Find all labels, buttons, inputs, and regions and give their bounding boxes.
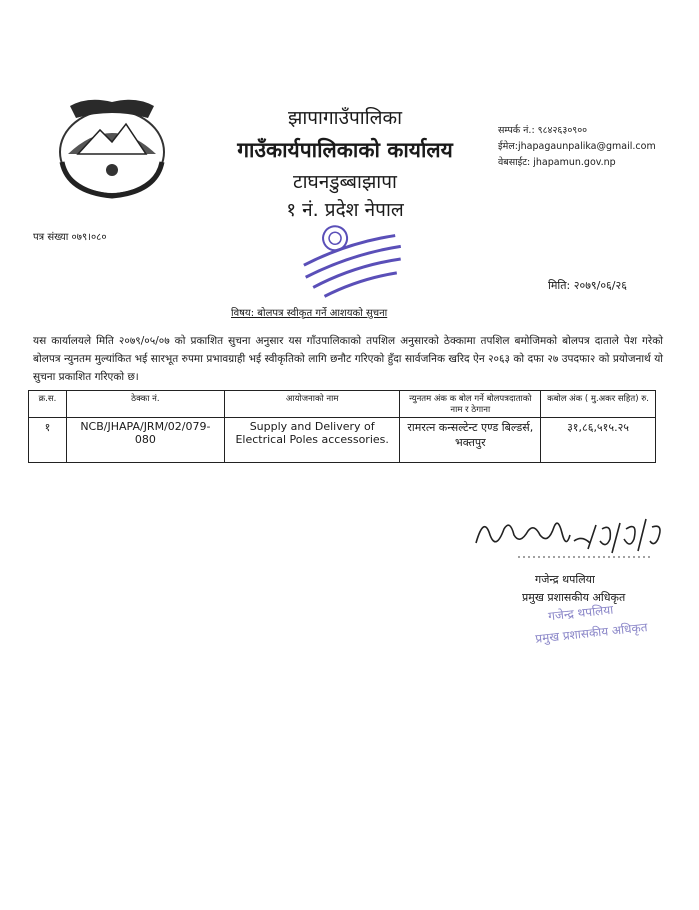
header-sn: क्र.स. [29, 391, 67, 418]
table-header-row [29, 391, 656, 418]
signatory-name: गजेन्द्र थपलिया [535, 573, 595, 586]
header-contract-no: ठेक्का नं. [66, 391, 224, 418]
header-project-name: आयोजनाको नाम [224, 391, 400, 418]
office-name: झापागाउँपालिका [287, 107, 403, 129]
signatory-title: प्रमुख प्रशासकीय अधिकृत [522, 591, 626, 604]
cell-project-name: Supply and Delivery of Electrical Poles accessories. [224, 418, 400, 463]
cell-bidder: रामरत्न कन्सल्टेन्ट एण्ड बिल्डर्स, भक्तपुर [400, 418, 541, 463]
office-location: टाघनडुब्बाझापा [293, 171, 397, 193]
table-row [29, 418, 656, 463]
cell-sn: १ [29, 418, 67, 463]
header-amount: कबोल अंक ( मु.अकर सहित) रु. [541, 391, 656, 418]
header-bidder: न्युनतम अंक क बोल गर्ने बोलपत्रदाताको नाम र ठेगाना [400, 391, 541, 418]
title-stamp: प्रमुख प्रशासकीय अधिकृत [534, 620, 649, 646]
cell-contract-no: NCB/JHAPA/JRM/02/079-080 [66, 418, 224, 463]
cell-amount: ३१,८६,५१५.२५ [541, 418, 656, 463]
contact-website: वेबसाईट: jhapamun.gov.np [498, 157, 616, 168]
office-heading: गाउँकार्यपालिकाको कार्यालय [237, 138, 453, 162]
reference-number: पत्र संख्या ०७९।०८० [33, 232, 107, 243]
signature-icon [470, 505, 670, 565]
bid-table [28, 390, 656, 463]
contact-phone: सम्पर्क नं.: ९८४२६३०९०० [498, 125, 588, 136]
office-province: १ नं. प्रदेश नेपाल [286, 199, 404, 221]
letter-date: मिति: २०७९/०६/२६ [548, 279, 627, 292]
nepal-emblem-icon [48, 92, 176, 202]
contact-email: ईमेल:jhapagaunpalika@gmail.com [498, 141, 656, 152]
subject-line: विषय: बोलपत्र स्वीकृत गर्ने आशयको सुचना [231, 308, 388, 319]
notice-body: यस कार्यालयले मिति २०७९/०५/०७ को प्रकाशित सुचना अनुसार यस गाँउपालिकाको तपशिल अनुसारको ठेक्कामा तपशिल बमोजिमको बोलपत्र दाताले पेश गरेको बोलपत्र न्युनतम मुल्यांकित भई सारभूत रुपमा प्रभावग्राही भई स्वीकृतिको लागि छनौट गरिएको हुँदा सार्वजनिक खरिद ऐन २०६३ को दफा २७ उपदफा२ को प्रयोजनार्थ यो सुचना प्रकाशित गरिएको छ। [33, 335, 663, 383]
office-stamp-icon [292, 212, 412, 304]
name-stamp: गजेन्द्र थपलिया [547, 602, 614, 624]
